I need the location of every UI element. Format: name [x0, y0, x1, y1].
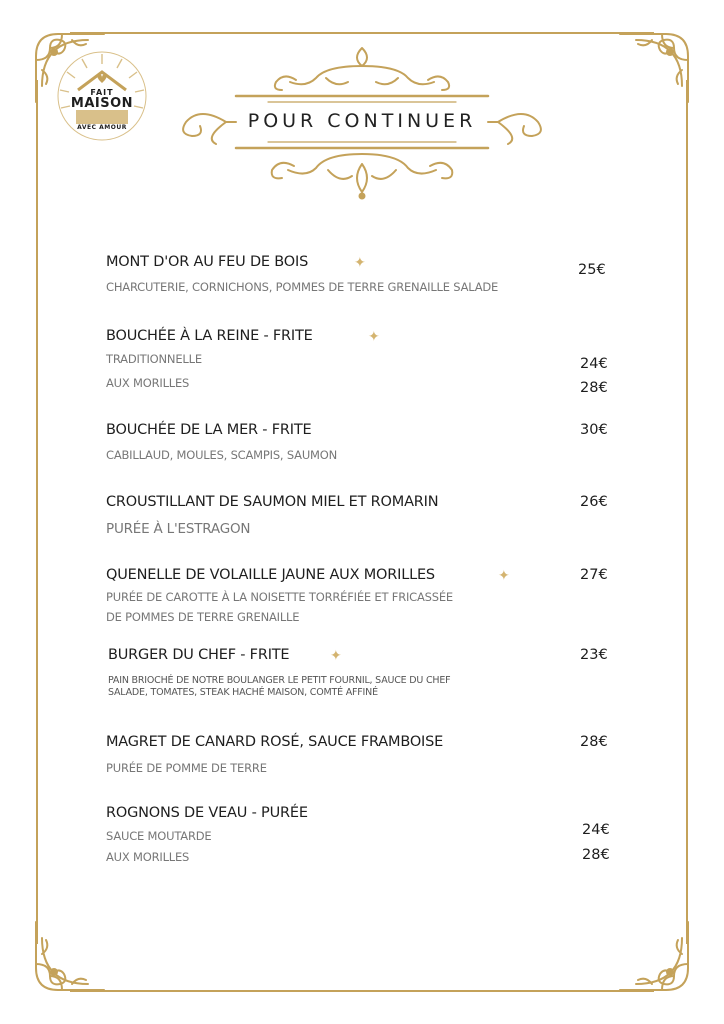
menu-item-name: BURGER DU CHEF - FRITE [108, 647, 290, 663]
logo-line-avec-amour: AVEC AMOUR [77, 124, 127, 131]
menu-item-price: 27€ [580, 567, 608, 583]
menu-item-name: MONT D'OR AU FEU DE BOIS [106, 254, 309, 270]
menu-item-description: PAIN BRIOCHÉ DE NOTRE BOULANGER LE PETIT FOURNIL, SAUCE DU CHEF [108, 675, 451, 686]
star-icon: ✦ [498, 568, 510, 584]
menu-item-name: MAGRET DE CANARD ROSÉ, SAUCE FRAMBOISE [106, 734, 444, 750]
frame-left-border [36, 80, 38, 944]
logo-line-fait: FAIT [90, 88, 114, 97]
menu-item-description: PURÉE DE POMME DE TERRE [106, 761, 267, 775]
frame-bottom-border [70, 990, 654, 992]
menu-item-name: QUENELLE DE VOLAILLE JAUNE AUX MORILLES [106, 567, 435, 583]
menu-item-description: PURÉE À L'ESTRAGON [106, 521, 251, 537]
logo-line-maison: MAISON [70, 96, 134, 111]
frame-top-border [70, 32, 654, 34]
frame-right-border [686, 80, 688, 944]
fait-maison-logo [56, 50, 148, 142]
corner-flourish-icon [616, 26, 696, 106]
menu-item-price: 30€ [580, 422, 608, 438]
menu-item-name: BOUCHÉE À LA REINE - FRITE [106, 328, 313, 344]
corner-flourish-icon [616, 918, 696, 998]
menu-item-name: BOUCHÉE DE LA MER - FRITE [106, 422, 312, 438]
menu-item-variant-price: 28€ [580, 380, 608, 396]
menu-item-variant: TRADITIONNELLE [106, 352, 202, 366]
menu-item-description: CABILLAUD, MOULES, SCAMPIS, SAUMON [106, 448, 338, 462]
menu-item-price: 28€ [580, 734, 608, 750]
menu-item-variant: AUX MORILLES [106, 376, 190, 390]
menu-item-variant-price: 24€ [582, 822, 610, 838]
menu-item-price: 26€ [580, 494, 608, 510]
menu-item-description: DE POMMES DE TERRE GRENAILLE [106, 610, 300, 624]
page-title: POUR CONTINUER [247, 110, 477, 132]
menu-item-price: 25€ [578, 262, 606, 278]
menu-item-description: SALADE, TOMATES, STEAK HACHÉ MAISON, COMTÉ AFFINÉ [108, 687, 378, 698]
menu-item-variant: SAUCE MOUTARDE [106, 829, 212, 843]
star-icon: ✦ [354, 255, 366, 271]
menu-item-name: ROGNONS DE VEAU - PURÉE [106, 805, 308, 821]
menu-item-description: CHARCUTERIE, CORNICHONS, POMMES DE TERRE GRENAILLE SALADE [106, 280, 499, 294]
star-icon: ✦ [368, 329, 380, 345]
menu-item-variant-price: 24€ [580, 356, 608, 372]
menu-item-name: CROUSTILLANT DE SAUMON MIEL ET ROMARIN [106, 494, 439, 510]
menu-item-description: PURÉE DE CAROTTE À LA NOISETTE TORRÉFIÉE ET FRICASSÉE [106, 590, 454, 604]
menu-item-price: 23€ [580, 647, 608, 663]
menu-item-variant-price: 28€ [582, 847, 610, 863]
menu-item-variant: AUX MORILLES [106, 850, 190, 864]
corner-flourish-icon [28, 918, 108, 998]
star-icon: ✦ [330, 648, 342, 664]
